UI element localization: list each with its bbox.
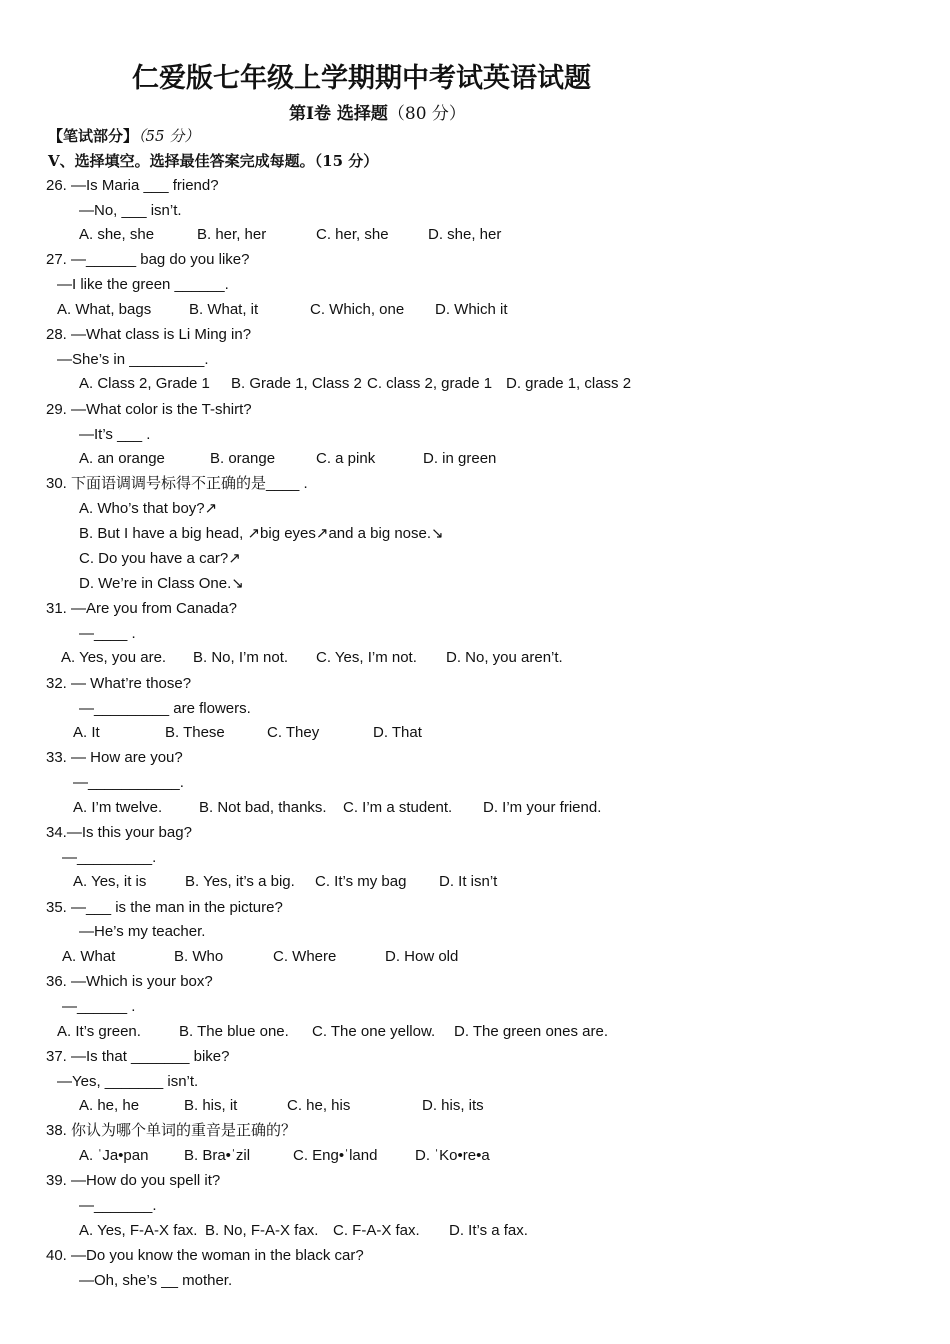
option: C. Eng•ˈland bbox=[293, 1147, 378, 1164]
option: B. But I have a big head, ↗big eyes↗and a big nose.↘ bbox=[79, 525, 444, 542]
question-31: 31. —Are you from Canada? bbox=[46, 600, 237, 617]
option: A. What, bags bbox=[57, 301, 152, 318]
option: C. a pink bbox=[316, 450, 376, 467]
option: B. What, it bbox=[189, 301, 259, 318]
option: D. ˈKo•re•a bbox=[415, 1147, 490, 1164]
answer-line: —_________ are flowers. bbox=[79, 700, 251, 717]
question-37: 37. —Is that _______ bike? bbox=[46, 1048, 230, 1065]
answer-line: —She’s in _________. bbox=[57, 351, 209, 368]
option: D. That bbox=[373, 724, 422, 741]
part-label: 第Ⅰ卷 选择题 bbox=[289, 104, 388, 124]
question-32: 32. — What’re those? bbox=[46, 675, 192, 692]
option: B. Grade 1, Class 2 bbox=[231, 375, 362, 392]
option: C. Do you have a car?↗ bbox=[79, 550, 241, 567]
answer-line: —______ . bbox=[62, 998, 136, 1015]
option: A. an orange bbox=[79, 450, 165, 467]
option: A. Yes, it is bbox=[73, 873, 147, 890]
answer-line: —It’s ___ . bbox=[79, 426, 151, 443]
option: C. I’m a student. bbox=[343, 799, 453, 816]
answer-line: —He’s my teacher. bbox=[79, 923, 206, 940]
option: C. F-A-X fax. bbox=[333, 1222, 420, 1239]
option: D. his, its bbox=[422, 1097, 484, 1114]
option: B. her, her bbox=[197, 226, 267, 243]
option: B. The blue one. bbox=[179, 1023, 289, 1040]
page-title: 仁爱版七年级上学期期中考试英语试题 bbox=[132, 63, 591, 94]
option: C. Yes, I’m not. bbox=[316, 649, 417, 666]
option: D. she, her bbox=[428, 226, 502, 243]
option: B. orange bbox=[210, 450, 276, 467]
option: B. These bbox=[165, 724, 225, 741]
option: D. The green ones are. bbox=[454, 1023, 608, 1040]
option: B. No, I’m not. bbox=[193, 649, 289, 666]
option: B. Yes, it’s a big. bbox=[185, 873, 295, 890]
question-34: 34.—Is this your bag? bbox=[46, 824, 192, 841]
option: A. Yes, you are. bbox=[61, 649, 167, 666]
option: C. It’s my bag bbox=[315, 873, 407, 890]
option: C. her, she bbox=[316, 226, 389, 243]
option: A. Class 2, Grade 1 bbox=[79, 375, 210, 392]
option: D. in green bbox=[423, 450, 497, 467]
option: D. It isn’t bbox=[439, 873, 498, 890]
option: D. How old bbox=[385, 948, 459, 965]
question-35: 35. —___ is the man in the picture? bbox=[46, 899, 283, 916]
question-38: 38. 你认为哪个单词的重音是正确的？ bbox=[46, 1122, 297, 1139]
question-30: 30. 下面语调调号标得不正确的是____ . bbox=[46, 475, 308, 492]
option: C. Which, one bbox=[310, 301, 405, 318]
option: D. We’re in Class One.↘ bbox=[79, 575, 244, 592]
option: A. What bbox=[62, 948, 116, 965]
option: D. It’s a fax. bbox=[449, 1222, 528, 1239]
answer-line: —____ . bbox=[79, 625, 136, 642]
option: B. No, F-A-X fax. bbox=[205, 1222, 319, 1239]
answer-line: —_______. bbox=[79, 1197, 157, 1214]
option: B. Bra•ˈzil bbox=[184, 1147, 251, 1164]
option: C. class 2, grade 1 bbox=[367, 375, 493, 392]
answer-line: —Yes, _______ isn’t. bbox=[57, 1073, 199, 1090]
option: A. I’m twelve. bbox=[73, 799, 163, 816]
section-score: （55 分） bbox=[138, 127, 200, 145]
option: A. she, she bbox=[79, 226, 155, 243]
question-33: 33. — How are you? bbox=[46, 749, 183, 766]
question-27: 27. —______ bag do you like? bbox=[46, 251, 250, 268]
question-26: 26. —Is Maria ___ friend? bbox=[46, 177, 219, 194]
section-label: 【笔试部分】 bbox=[48, 127, 139, 145]
question-40: 40. —Do you know the woman in the black car? bbox=[46, 1247, 364, 1264]
option: C. Where bbox=[273, 948, 337, 965]
option: A. It bbox=[73, 724, 100, 741]
question-28: 28. —What class is Li Ming in? bbox=[46, 326, 252, 343]
option: D. Which it bbox=[435, 301, 508, 318]
option: A. It’s green. bbox=[57, 1023, 141, 1040]
option: A. ˈJa•pan bbox=[79, 1147, 149, 1164]
option: D. grade 1, class 2 bbox=[506, 375, 632, 392]
question-29: 29. —What color is the T-shirt? bbox=[46, 401, 252, 418]
answer-line: —No, ___ isn’t. bbox=[79, 202, 182, 219]
option: A. Yes, F-A-X fax. bbox=[79, 1222, 198, 1239]
option: A. he, he bbox=[79, 1097, 140, 1114]
option: B. his, it bbox=[184, 1097, 238, 1114]
option: D. No, you aren’t. bbox=[446, 649, 563, 666]
answer-line: —Oh, she’s __ mother. bbox=[79, 1272, 233, 1289]
question-36: 36. —Which is your box? bbox=[46, 973, 213, 990]
answer-line: —_________. bbox=[62, 849, 157, 866]
option: C. They bbox=[267, 724, 320, 741]
section-header bbox=[48, 126, 199, 146]
part-score: （80 分） bbox=[387, 104, 466, 124]
option: A. Who’s that boy?↗ bbox=[79, 500, 218, 517]
option: B. Not bad, thanks. bbox=[199, 799, 327, 816]
page-subtitle bbox=[289, 99, 466, 124]
option: B. Who bbox=[174, 948, 224, 965]
option: C. he, his bbox=[287, 1097, 351, 1114]
answer-line: —I like the green ______. bbox=[57, 276, 229, 293]
instruction: Ⅴ、选择填空。选择最佳答案完成每题。（15 分） bbox=[48, 152, 379, 170]
answer-line: —___________. bbox=[73, 774, 184, 791]
option: C. The one yellow. bbox=[312, 1023, 436, 1040]
option: D. I’m your friend. bbox=[483, 799, 602, 816]
question-39: 39. —How do you spell it? bbox=[46, 1172, 221, 1189]
